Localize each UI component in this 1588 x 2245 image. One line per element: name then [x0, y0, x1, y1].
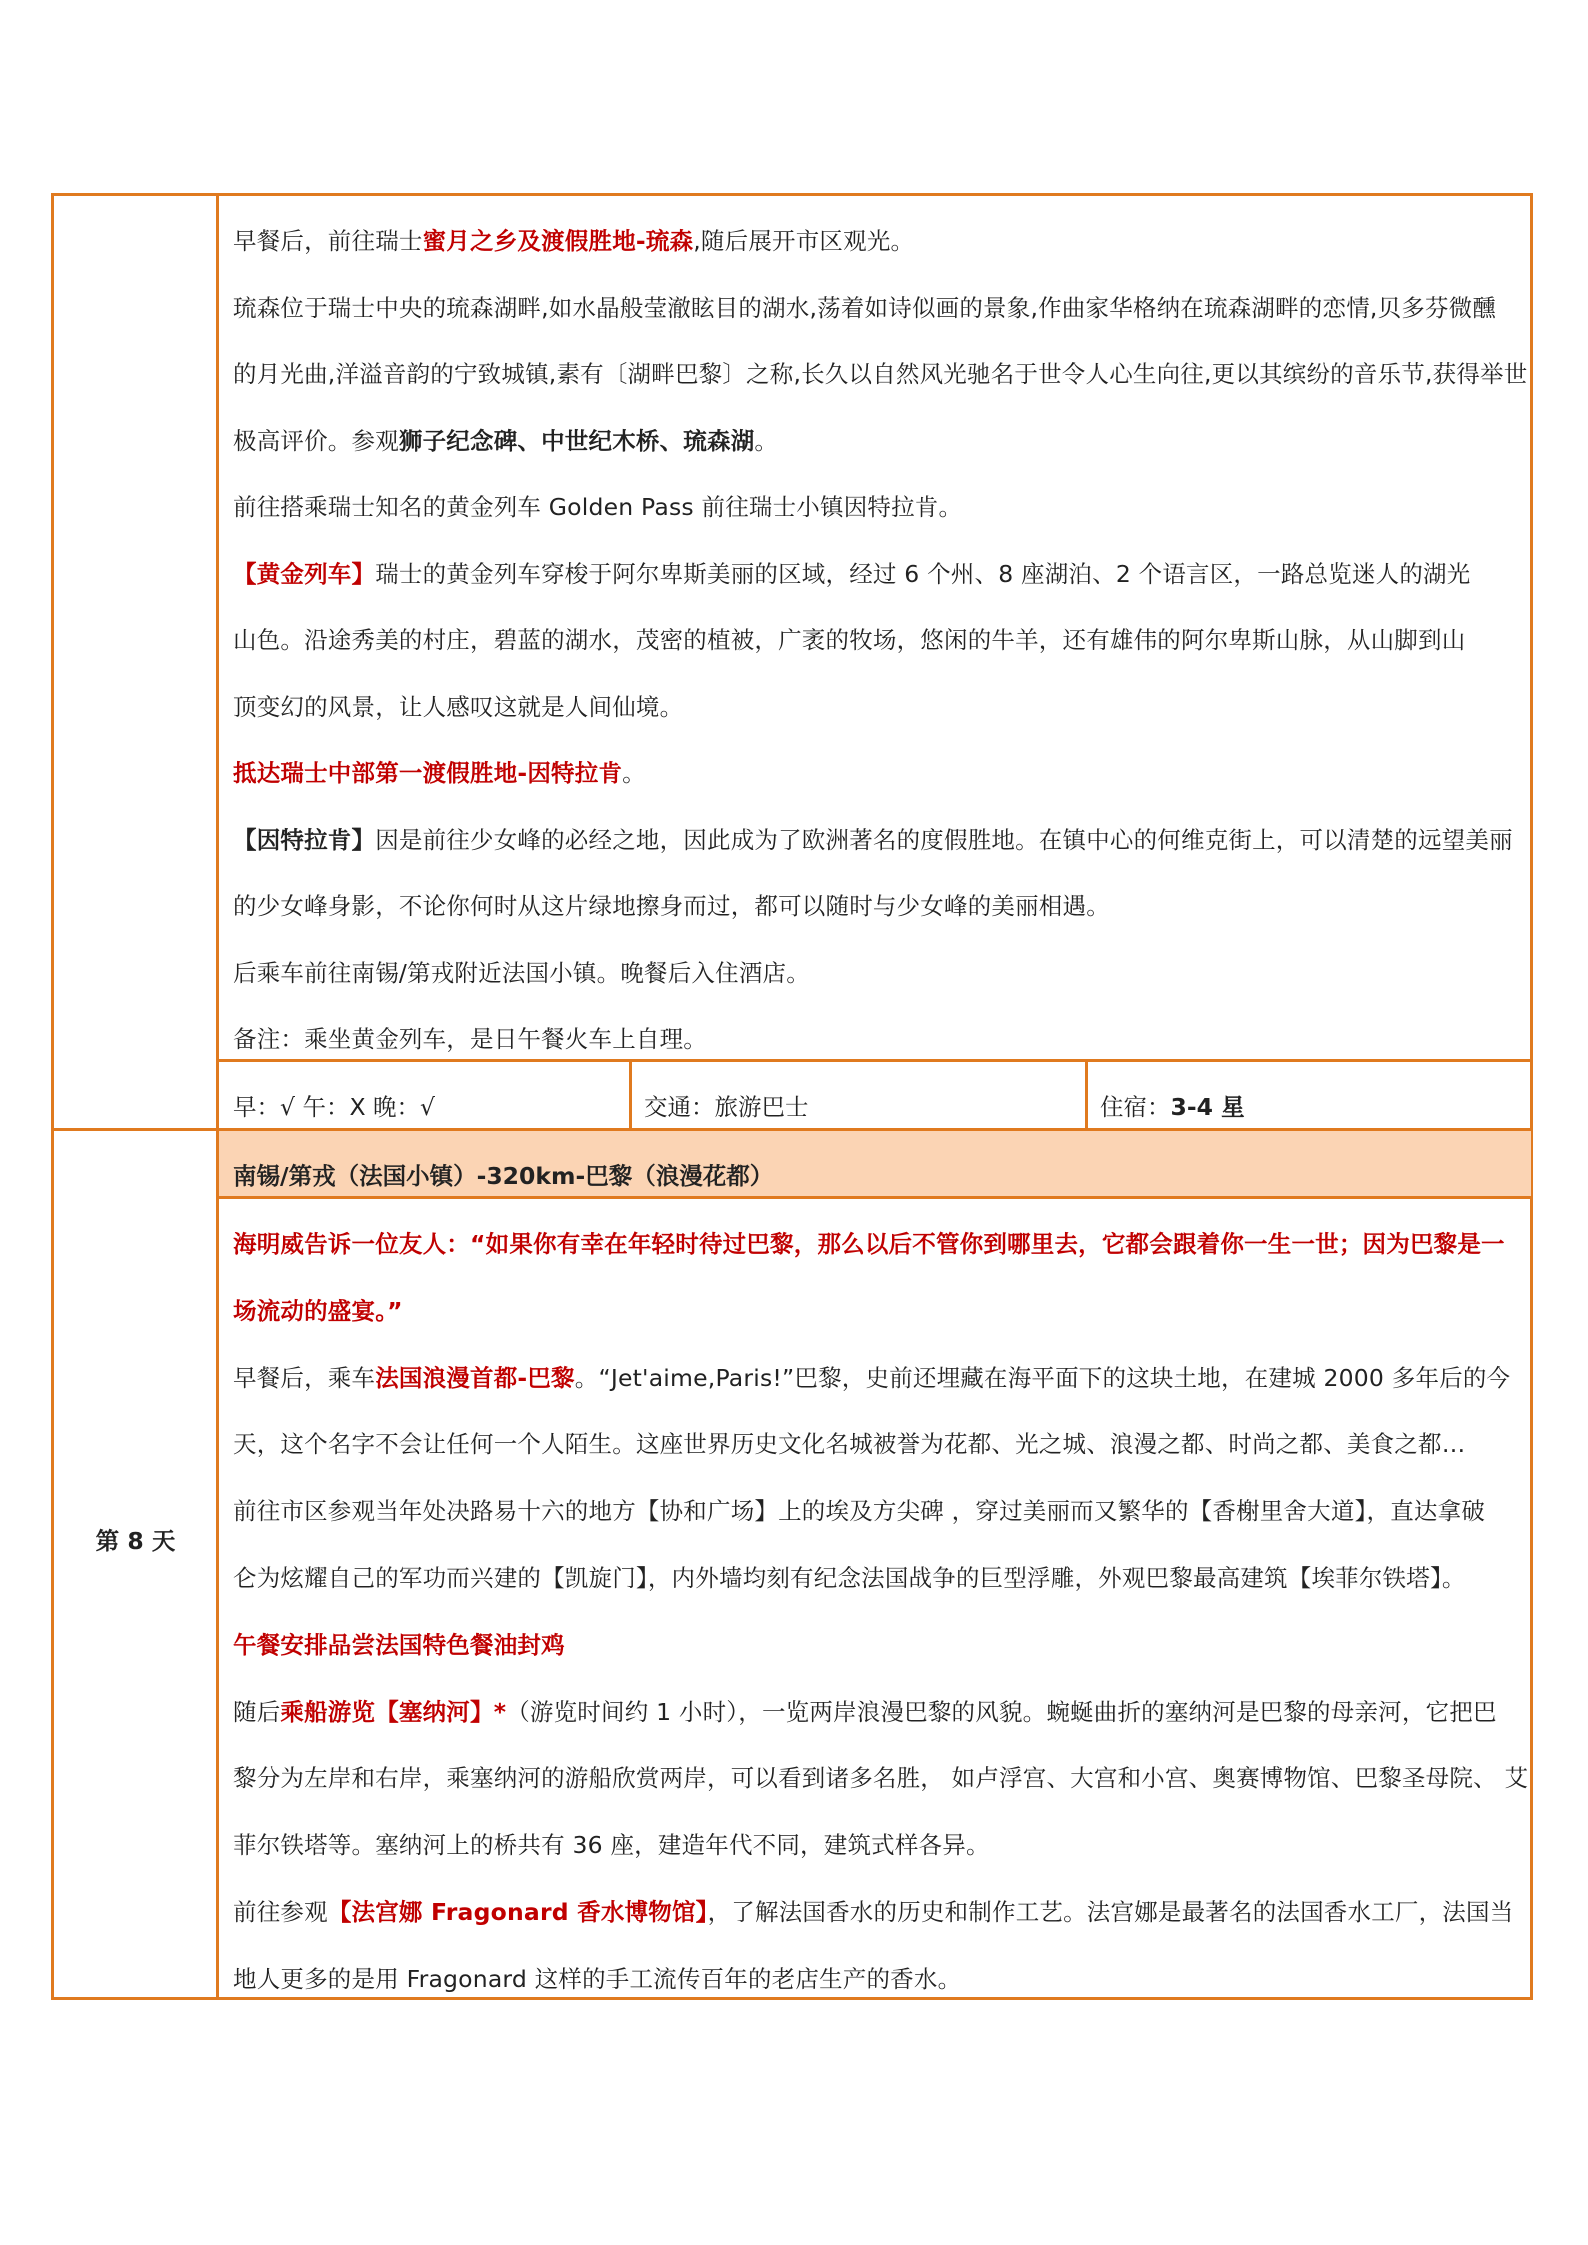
text-line	[233, 1421, 1465, 1467]
text-line	[233, 883, 1110, 929]
highlight-text: 午餐安排品尝法国特色餐油封鸡	[233, 1630, 565, 1659]
highlight-text: 海明威告诉一位友人：“如果你有幸在年轻时待过巴黎，那么以后不管你到哪里去，它都会跟着你一生一世；因为巴黎是一	[233, 1230, 1505, 1258]
body-text: 备注：乘坐黄金列车，是日午餐火车上自理。	[233, 1025, 707, 1053]
transport-info: 交通：旅游巴士	[644, 1093, 809, 1121]
body-text: 前往参观	[233, 1898, 328, 1926]
text-line	[233, 1488, 1485, 1534]
body-text: 因是前往少女峰的必经之地，因此成为了欧洲著名的度假胜地。在镇中心的何维克街上，可以清楚的远望美丽	[375, 825, 1513, 854]
cell-divider	[629, 1060, 632, 1129]
body-text: 。	[622, 759, 646, 787]
cell-divider	[1085, 1060, 1088, 1129]
highlight-text: 蜜月之乡及渡假胜地-琉森	[422, 227, 694, 255]
body-text: 黎分为左岸和右岸，乘塞纳河的游船欣赏两岸，可以看到诸多名胜， 如卢浮宫、大宫和小宫、奥赛博物馆、巴黎圣母院、 艾	[233, 1764, 1529, 1793]
body-text: 的月光曲,洋溢音韵的宁致城镇,素有〔湖畔巴黎〕之称,长久以自然风光驰名于世令人心生向往,更以其缤纷的音乐节,获得举世	[233, 360, 1528, 388]
body-text: 。“Jet'aime,Paris!”巴黎，史前还埋藏在海平面下的这块土地，在建城 2000 多年后的今	[574, 1363, 1511, 1392]
text-line	[233, 817, 1513, 863]
body-text: 极高评价。参观	[233, 426, 399, 455]
body-text: 天，这个名字不会让任何一个人陌生。这座世界历史文化名城被誉为花都、光之城、浪漫之都、时尚之都、美食之都…	[233, 1430, 1466, 1459]
highlight-text: 法国浪漫首都-巴黎	[375, 1363, 575, 1392]
text-line	[233, 1822, 990, 1868]
highlight-text: 抵达瑞士中部第一渡假胜地-因特拉肯	[233, 759, 623, 787]
meals-info: 早：√ 午：X 晚：√	[233, 1093, 435, 1121]
text-line	[233, 1622, 565, 1668]
text-line	[233, 1355, 1510, 1401]
body-text: 菲尔铁塔等。塞纳河上的桥共有 36 座，建造年代不同，建筑式样各异。	[233, 1831, 990, 1860]
body-text: 顶变幻的风景，让人感叹这就是人间仙境。	[233, 692, 684, 721]
text-line	[233, 285, 1496, 331]
body-text: 随后	[233, 1697, 281, 1726]
text-line	[233, 1755, 1528, 1801]
body-text: 瑞士的黄金列车穿梭于阿尔卑斯美丽的区域，经过 6 个州、8 座湖泊、2 个语言区，一路总览迷人的湖光	[375, 559, 1471, 588]
text-line	[233, 684, 683, 730]
text-line	[233, 1555, 1466, 1601]
highlight-text: 【因特拉肯】	[233, 825, 376, 854]
body-text: 前往搭乘瑞士知名的黄金列车 Golden Pass 前往瑞士小镇因特拉肯。	[233, 493, 963, 521]
text-line	[233, 551, 1470, 597]
highlight-text: 乘船游览【塞纳河】*	[280, 1697, 507, 1726]
body-text: 前往市区参观当年处决路易十六的地方【协和广场】上的埃及方尖碑 ，穿过美丽而又繁华的【香榭里舍大道】，直达拿破	[233, 1497, 1486, 1526]
highlight-text: 【黄金列车】	[233, 559, 376, 588]
hotel-info	[1100, 1084, 1245, 1130]
body-text: 后乘车前往南锡/第戎附近法国小镇。晚餐后入住酒店。	[233, 958, 810, 987]
column-divider	[216, 193, 219, 2000]
text-line	[233, 1016, 707, 1062]
text-line	[233, 1221, 1505, 1267]
body-text: 早餐后，前往瑞士	[233, 227, 423, 255]
body-text: 早餐后，乘车	[233, 1363, 376, 1392]
body-text: 地人更多的是用 Fragonard 这样的手工流传百年的老店生产的香水。	[233, 1964, 962, 1993]
day8-label: 第 8 天	[95, 1527, 176, 1555]
body-text: 。	[754, 426, 779, 455]
text-line	[233, 617, 1465, 663]
text-line	[233, 351, 1527, 397]
hotel-rating: 3-4 星	[1170, 1093, 1245, 1121]
body-text: 的少女峰身影，不论你何时从这片绿地擦身而过，都可以随时与少女峰的美丽相遇。	[233, 892, 1110, 920]
text-line	[233, 218, 914, 264]
body-text: ,随后展开市区观光。	[693, 227, 915, 255]
text-line	[233, 1689, 1497, 1735]
hotel-label: 住宿：	[1100, 1093, 1171, 1121]
highlight-text: 狮子纪念碑、中世纪木桥、琉森湖	[398, 426, 755, 455]
text-line	[233, 1889, 1513, 1935]
body-text: ，了解法国香水的历史和制作工艺。法宫娜是最著名的法国香水工厂，法国当	[707, 1898, 1514, 1926]
day8-route-title: 南锡/第戎（法国小镇）-320km-巴黎（浪漫花都）	[233, 1162, 774, 1190]
body-text: 仑为炫耀自己的军功而兴建的【凯旋门】，内外墙均刻有纪念法国战争的巨型浮雕，外观巴黎最高建筑【埃菲尔铁塔】。	[233, 1564, 1466, 1592]
highlight-text: 场流动的盛宴。”	[233, 1296, 403, 1325]
body-text: 山色。沿途秀美的村庄，碧蓝的湖水，茂密的植被，广袤的牧场，悠闲的牛羊，还有雄伟的阿尔卑斯山脉，从山脚到山	[233, 626, 1466, 654]
body-text: 琉森位于瑞士中央的琉森湖畔,如水晶般莹澈眩目的湖水,荡着如诗似画的景象,作曲家华格纳在琉森湖畔的恋情,贝多芬微醺	[233, 293, 1497, 322]
highlight-text: 【法宫娜 Fragonard 香水博物馆】	[327, 1898, 708, 1926]
text-line	[233, 418, 778, 464]
text-line	[233, 1288, 403, 1334]
text-line	[233, 484, 962, 530]
text-line	[233, 750, 646, 796]
text-line	[233, 1956, 961, 2002]
text-line	[233, 950, 810, 996]
body-text: （游览时间约 1 小时），一览两岸浪漫巴黎的风貌。蜿蜒曲折的塞纳河是巴黎的母亲河，它把巴	[506, 1697, 1497, 1726]
